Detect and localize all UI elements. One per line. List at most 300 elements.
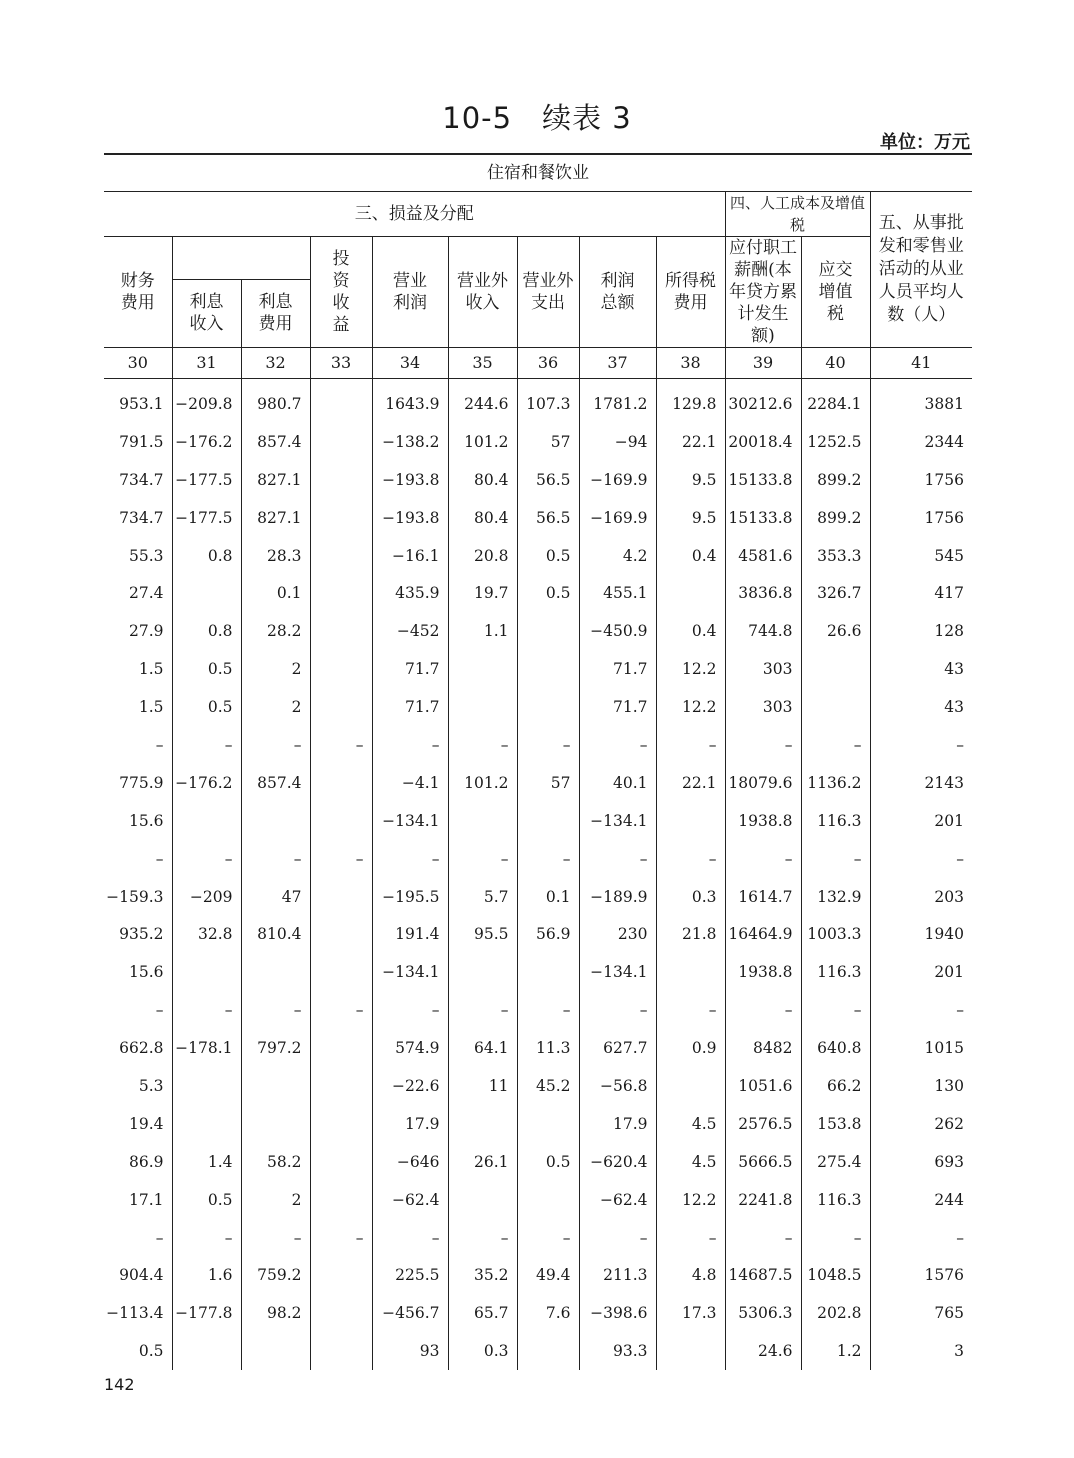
table-cell: 417 (870, 574, 972, 612)
table-row (104, 764, 972, 802)
table-cell: – (725, 1219, 801, 1257)
table-cell (241, 1105, 310, 1143)
table-cell: 0.8 (172, 612, 241, 650)
table-cell: – (241, 726, 310, 764)
section5-header: 五、从事批发和零售业活动的从业人员平均人数（人） (870, 192, 972, 348)
table-cell: 765 (870, 1294, 972, 1332)
table-cell (310, 1143, 372, 1181)
header-c33: 投资收益 (310, 237, 372, 348)
table-cell: 353.3 (801, 537, 870, 575)
column-number: 36 (517, 348, 579, 379)
table-cell: – (801, 726, 870, 764)
table-cell: 262 (870, 1105, 972, 1143)
table-row (104, 537, 972, 575)
table-cell: – (172, 991, 241, 1029)
table-row (104, 991, 972, 1029)
table-cell (517, 802, 579, 840)
table-cell: 18079.6 (725, 764, 801, 802)
table-cell: 2344 (870, 423, 972, 461)
table-cell: 4581.6 (725, 537, 801, 575)
table-cell: 0.5 (172, 1181, 241, 1219)
table-cell (310, 1181, 372, 1219)
table-cell: 8482 (725, 1029, 801, 1067)
table-cell (310, 878, 372, 916)
header-blank (172, 237, 310, 280)
table-cell: – (155, 849, 164, 868)
table-cell: 20.8 (448, 537, 517, 575)
table-cell: – (448, 726, 517, 764)
table-cell: 303 (725, 688, 801, 726)
page-title: 10-5 续表 3 (442, 101, 632, 135)
table-row (104, 461, 972, 499)
column-number: 30 (104, 348, 172, 379)
table-cell: 662.8 (119, 1039, 164, 1058)
table-cell (448, 1181, 517, 1219)
table-cell (172, 574, 241, 612)
table-cell: −195.5 (372, 878, 448, 916)
table-cell: 1048.5 (801, 1256, 870, 1294)
table-cell: 1.5 (138, 660, 164, 679)
table-row (104, 1067, 972, 1105)
table-cell: 0.5 (517, 1143, 579, 1181)
table-cell: 71.7 (579, 650, 656, 688)
table-row (104, 1332, 972, 1370)
table-cell: 4.5 (656, 1105, 725, 1143)
table-cell: −193.8 (372, 461, 448, 499)
table-cell: 11 (448, 1067, 517, 1105)
table-cell: 1.2 (801, 1332, 870, 1370)
table-cell (310, 915, 372, 953)
table-cell: 2284.1 (801, 379, 870, 423)
column-number: 35 (448, 348, 517, 379)
table-cell: −138.2 (372, 423, 448, 461)
table-cell: 1938.8 (725, 953, 801, 991)
table-cell: 244 (870, 1181, 972, 1219)
table-cell: 455.1 (579, 574, 656, 612)
header-c30: 财务费用 (104, 237, 172, 348)
table-cell: 2143 (870, 764, 972, 802)
table-cell: 71.7 (372, 650, 448, 688)
table-cell (801, 688, 870, 726)
table-cell: 21.8 (656, 915, 725, 953)
table-cell: 17.9 (372, 1105, 448, 1143)
table-cell: 9.5 (656, 461, 725, 499)
table-cell: 4.2 (579, 537, 656, 575)
table-cell (310, 1332, 372, 1370)
table-cell: 201 (870, 802, 972, 840)
table-cell: 56.5 (517, 499, 579, 537)
table-cell: – (579, 726, 656, 764)
table-cell: 15133.8 (725, 499, 801, 537)
table-cell: 19.7 (448, 574, 517, 612)
table-cell: 0.5 (172, 650, 241, 688)
table-cell: 935.2 (119, 925, 164, 944)
table-cell (448, 688, 517, 726)
table-cell (310, 574, 372, 612)
header-c38: 所得税费用 (656, 237, 725, 348)
table-cell: 627.7 (579, 1029, 656, 1067)
table-row (104, 499, 972, 537)
table-cell: 775.9 (119, 773, 164, 792)
table-cell: 857.4 (241, 764, 310, 802)
table-cell: −134.1 (372, 953, 448, 991)
table-cell: 17.9 (579, 1105, 656, 1143)
table-row (104, 1256, 972, 1294)
table-cell: 744.8 (725, 612, 801, 650)
table-cell: 230 (579, 915, 656, 953)
table-cell: 225.5 (372, 1256, 448, 1294)
table-cell: – (172, 1219, 241, 1257)
table-cell: 1.1 (448, 612, 517, 650)
table-cell: 101.2 (448, 423, 517, 461)
table-cell: 0.5 (172, 688, 241, 726)
table-cell: – (310, 840, 372, 878)
table-cell: −169.9 (579, 499, 656, 537)
table-cell: 107.3 (517, 379, 579, 423)
header-c36: 营业外支出 (517, 237, 579, 348)
table-cell: 211.3 (579, 1256, 656, 1294)
table-cell (656, 1332, 725, 1370)
table-cell: −398.6 (579, 1294, 656, 1332)
table-cell: 0.5 (138, 1342, 164, 1361)
table-cell: 56.9 (517, 915, 579, 953)
table-cell: – (241, 840, 310, 878)
table-cell: 0.4 (656, 537, 725, 575)
table-cell (241, 953, 310, 991)
table-cell: 12.2 (656, 650, 725, 688)
table-cell: – (517, 726, 579, 764)
table-cell: −113.4 (106, 1304, 164, 1323)
table-cell: 93.3 (579, 1332, 656, 1370)
table-cell: 1051.6 (725, 1067, 801, 1105)
table-cell: 132.9 (801, 878, 870, 916)
table-cell: −159.3 (106, 887, 164, 906)
header-c31: 利息收入 (172, 279, 241, 347)
table-cell: 98.2 (241, 1294, 310, 1332)
column-number: 37 (579, 348, 656, 379)
table-cell: – (372, 726, 448, 764)
table-cell (517, 1181, 579, 1219)
table-cell: – (656, 991, 725, 1029)
table-header (104, 154, 972, 379)
table-cell: 4.8 (656, 1256, 725, 1294)
table-cell: 3 (870, 1332, 972, 1370)
table-cell: 80.4 (448, 499, 517, 537)
table-cell: – (448, 991, 517, 1029)
column-number-row (104, 348, 972, 379)
table-cell: – (801, 1219, 870, 1257)
table-cell: 1015 (870, 1029, 972, 1067)
table-cell: – (725, 840, 801, 878)
table-cell: −177.5 (172, 461, 241, 499)
table-cell: 130 (870, 1067, 972, 1105)
table-cell: −4.1 (372, 764, 448, 802)
table-cell: 80.4 (448, 461, 517, 499)
table-cell: 0.5 (517, 574, 579, 612)
table-row (104, 915, 972, 953)
table-cell: 953.1 (119, 394, 164, 413)
table-cell: 95.5 (448, 915, 517, 953)
table-row (104, 1143, 972, 1181)
table-cell: 19.4 (128, 1114, 164, 1133)
table-cell: −16.1 (372, 537, 448, 575)
table-cell: – (241, 1219, 310, 1257)
table-cell: – (310, 991, 372, 1029)
table-cell: – (448, 840, 517, 878)
column-number: 32 (241, 348, 310, 379)
table-cell: – (310, 1219, 372, 1257)
table-cell: 43 (870, 650, 972, 688)
table-cell: – (241, 991, 310, 1029)
table-cell: −209.8 (172, 379, 241, 423)
table-cell: 65.7 (448, 1294, 517, 1332)
table-cell: – (870, 991, 972, 1029)
header-c35: 营业外收入 (448, 237, 517, 348)
table-cell: 16464.9 (725, 915, 801, 953)
table-cell: 435.9 (372, 574, 448, 612)
table-row (104, 1105, 972, 1143)
table-cell: – (725, 726, 801, 764)
table-cell: 15.6 (128, 963, 164, 982)
table-cell: 24.6 (725, 1332, 801, 1370)
table-cell: 980.7 (241, 379, 310, 423)
table-cell: 1.4 (172, 1143, 241, 1181)
table-cell: 640.8 (801, 1029, 870, 1067)
column-number: 34 (372, 348, 448, 379)
table-row (104, 1029, 972, 1067)
table-cell: 57 (517, 764, 579, 802)
table-cell: – (517, 840, 579, 878)
table-cell: – (656, 726, 725, 764)
table-cell: −62.4 (579, 1181, 656, 1219)
table-cell: 43 (870, 688, 972, 726)
table-cell (801, 650, 870, 688)
table-cell: 101.2 (448, 764, 517, 802)
table-cell: – (310, 726, 372, 764)
table-cell: 1938.8 (725, 802, 801, 840)
table-cell: 153.8 (801, 1105, 870, 1143)
table-cell (172, 1332, 241, 1370)
table-cell: 1576 (870, 1256, 972, 1294)
table-cell: 303 (725, 650, 801, 688)
table-cell: – (656, 840, 725, 878)
table-cell: −176.2 (172, 423, 241, 461)
table-cell: 4.5 (656, 1143, 725, 1181)
table-cell: – (372, 1219, 448, 1257)
table-row (104, 802, 972, 840)
header-c32: 利息费用 (241, 279, 310, 347)
table-cell: 22.1 (656, 764, 725, 802)
table-cell: −177.5 (172, 499, 241, 537)
table-cell: – (155, 1001, 164, 1020)
table-row (104, 840, 972, 878)
table-cell (310, 953, 372, 991)
column-number: 38 (656, 348, 725, 379)
table-cell: 116.3 (801, 953, 870, 991)
table-cell: 545 (870, 537, 972, 575)
table-cell: 1003.3 (801, 915, 870, 953)
table-cell: 0.1 (517, 878, 579, 916)
table-cell: 5.7 (448, 878, 517, 916)
table-cell: 275.4 (801, 1143, 870, 1181)
table-cell (310, 499, 372, 537)
table-cell: – (155, 735, 164, 754)
column-number: 41 (870, 348, 972, 379)
table-cell: 203 (870, 878, 972, 916)
table-cell: 0.8 (172, 537, 241, 575)
table-cell: −193.8 (372, 499, 448, 537)
table-cell: 55.3 (128, 546, 164, 565)
table-cell: 27.9 (128, 622, 164, 641)
table-row (104, 574, 972, 612)
table-cell: – (372, 991, 448, 1029)
table-cell: −209 (172, 878, 241, 916)
table-cell: −134.1 (372, 802, 448, 840)
table-cell: 0.1 (241, 574, 310, 612)
table-cell: 734.7 (119, 508, 164, 527)
table-cell: 201 (870, 953, 972, 991)
table-cell: 1940 (870, 915, 972, 953)
table-cell: 26.6 (801, 612, 870, 650)
table-cell (517, 650, 579, 688)
table-cell (310, 1067, 372, 1105)
table-cell: 22.1 (656, 423, 725, 461)
table-cell: −56.8 (579, 1067, 656, 1105)
table-cell: 1643.9 (372, 379, 448, 423)
table-cell: 57 (517, 423, 579, 461)
table-cell: 58.2 (241, 1143, 310, 1181)
table-cell (310, 379, 372, 423)
table-cell: – (579, 991, 656, 1029)
table-cell: – (172, 726, 241, 764)
table-cell: 244.6 (448, 379, 517, 423)
table-row (104, 423, 972, 461)
table-cell (517, 953, 579, 991)
table-cell: 17.3 (656, 1294, 725, 1332)
table-cell: 2 (241, 688, 310, 726)
table-cell: – (870, 840, 972, 878)
column-number: 39 (725, 348, 801, 379)
table-cell (310, 688, 372, 726)
table-cell: −620.4 (579, 1143, 656, 1181)
table-cell: −456.7 (372, 1294, 448, 1332)
table-cell: – (517, 991, 579, 1029)
table-cell: −450.9 (579, 612, 656, 650)
table-cell: 1136.2 (801, 764, 870, 802)
table-cell: – (172, 840, 241, 878)
table-cell (656, 802, 725, 840)
table-cell: 49.4 (517, 1256, 579, 1294)
table-cell: – (656, 1219, 725, 1257)
section3-header: 三、损益及分配 (104, 192, 725, 237)
table-row (104, 650, 972, 688)
table-cell: – (517, 1219, 579, 1257)
statistics-table (104, 153, 972, 1370)
table-cell: 71.7 (579, 688, 656, 726)
table-cell: 2 (241, 1181, 310, 1219)
table-cell: 693 (870, 1143, 972, 1181)
table-cell: 9.5 (656, 499, 725, 537)
table-cell: 574.9 (372, 1029, 448, 1067)
table-cell: – (579, 840, 656, 878)
table-cell: 17.1 (128, 1190, 164, 1209)
page-number: 142 (104, 1375, 135, 1394)
table-cell: 14687.5 (725, 1256, 801, 1294)
table-cell: 1.6 (172, 1256, 241, 1294)
table-cell: 71.7 (372, 688, 448, 726)
table-cell: 128 (870, 612, 972, 650)
table-cell: 2241.8 (725, 1181, 801, 1219)
table-row (104, 1219, 972, 1257)
table-row (104, 953, 972, 991)
table-cell (448, 953, 517, 991)
table-cell: 1756 (870, 461, 972, 499)
table-cell: 1614.7 (725, 878, 801, 916)
table-cell: −134.1 (579, 953, 656, 991)
table-cell: 28.3 (241, 537, 310, 575)
table-cell: 45.2 (517, 1067, 579, 1105)
table-cell (448, 1105, 517, 1143)
table-cell: 26.1 (448, 1143, 517, 1181)
table-row (104, 878, 972, 916)
table-cell: −62.4 (372, 1181, 448, 1219)
table-cell: −646 (372, 1143, 448, 1181)
table-cell (517, 688, 579, 726)
table-cell: −169.9 (579, 461, 656, 499)
table-cell: 35.2 (448, 1256, 517, 1294)
group-title: 住宿和餐饮业 (104, 154, 972, 192)
column-number: 33 (310, 348, 372, 379)
table-cell (310, 537, 372, 575)
table-cell: 2576.5 (725, 1105, 801, 1143)
table-cell: 116.3 (801, 802, 870, 840)
table-cell (310, 1256, 372, 1294)
table-cell: – (372, 840, 448, 878)
table-cell (172, 953, 241, 991)
table-cell: 857.4 (241, 423, 310, 461)
table-cell (310, 802, 372, 840)
table-row (104, 379, 972, 423)
table-cell: 116.3 (801, 1181, 870, 1219)
table-cell: −94 (579, 423, 656, 461)
table-cell: – (725, 991, 801, 1029)
table-cell: 827.1 (241, 461, 310, 499)
table-cell (172, 802, 241, 840)
table-cell: – (155, 1228, 164, 1247)
table-cell: – (870, 1219, 972, 1257)
table-cell: – (870, 726, 972, 764)
table-cell: 5306.3 (725, 1294, 801, 1332)
table-cell: 1781.2 (579, 379, 656, 423)
table-cell (656, 953, 725, 991)
table-cell (517, 1332, 579, 1370)
table-cell: 47 (241, 878, 310, 916)
table-cell: 326.7 (801, 574, 870, 612)
header-c39: 应付职工薪酬(本年贷方累计发生额) (725, 237, 801, 348)
table-cell: 3881 (870, 379, 972, 423)
table-cell: 27.4 (128, 584, 164, 603)
table-cell (310, 423, 372, 461)
table-cell (310, 461, 372, 499)
table-cell: 15.6 (128, 811, 164, 830)
table-cell (310, 1105, 372, 1143)
table-cell: 191.4 (372, 915, 448, 953)
table-cell (310, 650, 372, 688)
table-cell: 5666.5 (725, 1143, 801, 1181)
table-cell: 899.2 (801, 461, 870, 499)
table-cell: −134.1 (579, 802, 656, 840)
table-cell: −177.8 (172, 1294, 241, 1332)
